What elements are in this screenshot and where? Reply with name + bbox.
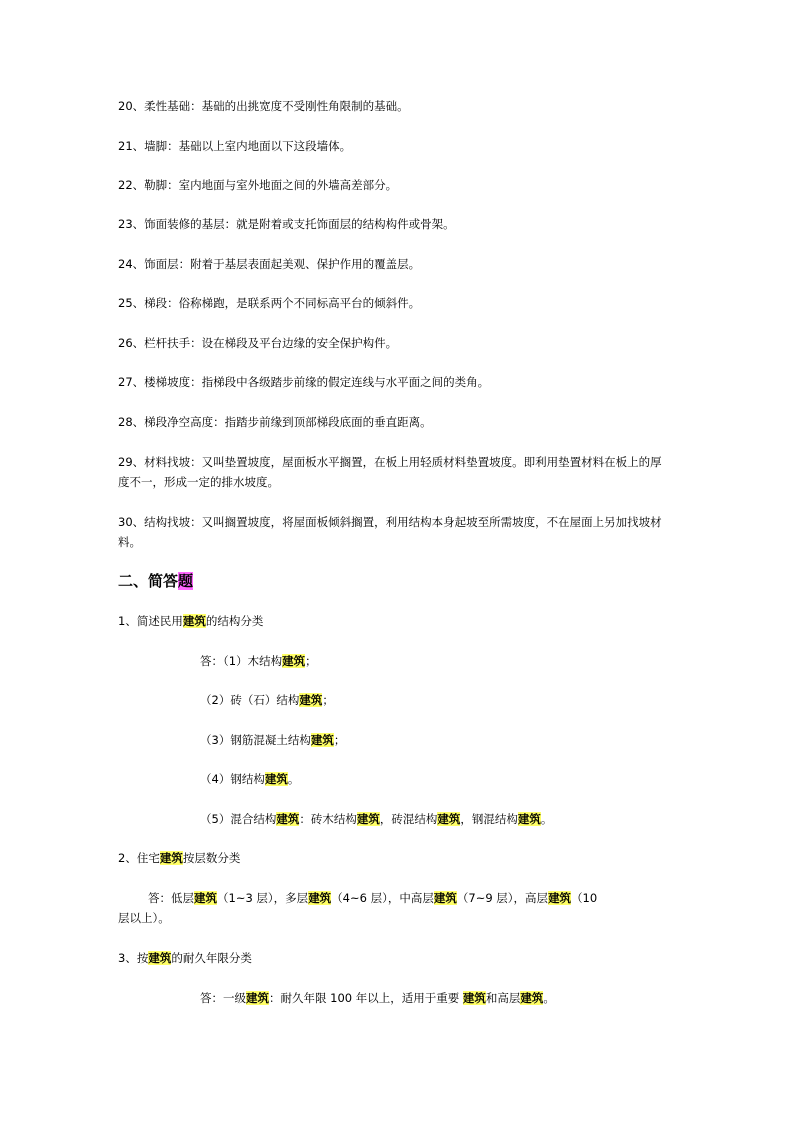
definition-item: 23、饰面装修的基层：就是附着或支托饰面层的结构构件或骨架。 [118, 217, 455, 231]
definition-item: 25、梯段：俗称梯跑，是联系两个不同标高平台的倾斜件。 [118, 296, 421, 310]
keyword-highlight: 建筑 [182, 614, 206, 628]
definition-item: 22、勒脚：室内地面与室外地面之间的外墙高差部分。 [118, 178, 398, 192]
keyword-highlight: 建筑 [276, 812, 300, 826]
definition-item: 26、栏杆扶手：设在梯段及平台边缘的安全保护构件。 [118, 336, 398, 350]
definition-item: 28、梯段净空高度：指踏步前缘到顶部梯段底面的垂直距离。 [118, 415, 432, 429]
keyword-highlight: 建筑 [264, 772, 288, 786]
definition-item: 24、饰面层：附着于基层表面起美观、保护作用的覆盖层。 [118, 257, 421, 271]
keyword-highlight: 建筑 [299, 693, 323, 707]
keyword-highlight: 建筑 [517, 812, 541, 826]
answer-line: 答：低层建筑（1~3 层），多层建筑（4~6 层），中高层建筑（7~9 层），高层建筑（10 [148, 891, 598, 905]
keyword-highlight: 建筑 [310, 733, 334, 747]
keyword-highlight: 建筑 [356, 812, 380, 826]
keyword-highlight: 建筑 [282, 654, 306, 668]
question-3: 3、按建筑的耐久年限分类 [118, 951, 252, 965]
keyword-highlight: 建筑 [520, 991, 544, 1005]
definition-item: 21、墙脚：基础以上室内地面以下这段墙体。 [118, 139, 352, 153]
keyword-highlight: 建筑 [437, 812, 461, 826]
keyword-highlight: 建筑 [308, 891, 332, 905]
keyword-highlight: 建筑 [433, 891, 457, 905]
definition-item: 20、柔性基础：基础的出挑宽度不受刚性角限制的基础。 [118, 99, 409, 113]
definition-item: 29、材料找坡：又叫垫置坡度，屋面板水平搁置，在板上用轻质材料垫置坡度。即利用垫置材料在板上的厚度不一，形成一定的排水坡度。 [118, 455, 662, 489]
keyword-highlight: 建筑 [194, 891, 217, 905]
answer-line: 答：（1）木结构建筑； [200, 654, 317, 668]
question-2: 2、住宅建筑按层数分类 [118, 851, 241, 865]
keyword-highlight: 建筑 [159, 851, 183, 865]
answer-line: （5）混合结构建筑：砖木结构建筑，砖混结构建筑，钢混结构建筑。 [200, 812, 553, 826]
answer-line: 答：一级建筑：耐久年限 100 年以上，适用于重要 建筑和高层建筑。 [200, 991, 555, 1005]
section-heading: 二、简答题 [118, 572, 194, 590]
definition-item: 30、结构找坡：又叫搁置坡度，将屋面板倾斜搁置，利用结构本身起坡至所需坡度，不在屋面上另加找坡材料。 [118, 515, 662, 549]
keyword-highlight: 建筑 [148, 951, 172, 965]
answer-line: 层以上）。 [118, 911, 170, 925]
answer-line: （4）钢结构建筑。 [200, 772, 300, 786]
question-1: 1、简述民用建筑的结构分类 [118, 614, 264, 628]
keyword-highlight: 建筑 [462, 991, 486, 1005]
keyword-highlight: 建筑 [548, 891, 572, 905]
answer-line: （2）砖（石）结构建筑； [200, 693, 334, 707]
answer-line: （3）钢筋混凝土结构建筑； [200, 733, 346, 747]
definition-item: 27、楼梯坡度：指梯段中各级踏步前缘的假定连线与水平面之间的类角。 [118, 375, 490, 389]
keyword-highlight: 建筑 [246, 991, 269, 1005]
